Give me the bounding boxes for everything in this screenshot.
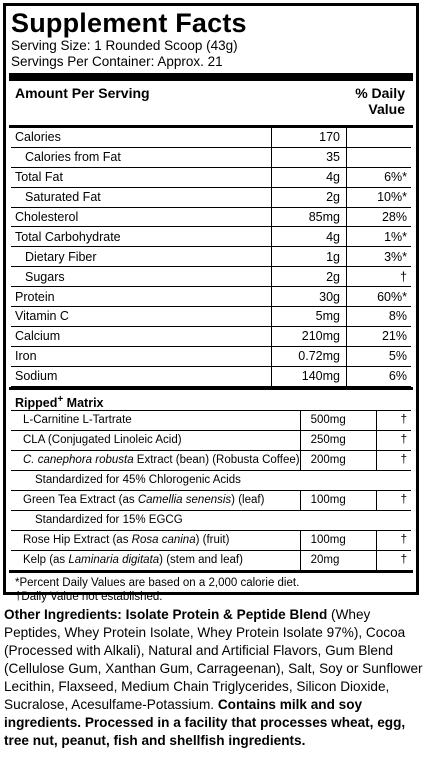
matrix-amount: 500mg — [300, 411, 377, 431]
matrix-ingredient: CLA (Conjugated Linoleic Acid) — [11, 430, 300, 450]
matrix-dv — [377, 510, 411, 530]
nutrient-dv: 10%* — [347, 187, 412, 207]
daily-value-header — [355, 85, 405, 117]
nutrient-row — [11, 128, 411, 147]
nutrient-amount: 5mg — [272, 307, 347, 327]
matrix-row — [11, 450, 411, 470]
matrix-ingredient: Standardized for 15% EGCG — [11, 510, 300, 530]
nutrient-name: Total Carbohydrate — [11, 227, 272, 247]
nutrient-name: Dietary Fiber — [11, 247, 272, 267]
nutrient-row — [11, 366, 411, 386]
nutrient-dv: 6%* — [347, 167, 412, 187]
amount-per-serving-label: Amount Per Serving — [15, 85, 150, 101]
nutrient-name: Calories from Fat — [11, 147, 272, 167]
nutrient-amount: 30g — [272, 287, 347, 307]
nutrient-amount: 4g — [272, 227, 347, 247]
matrix-row — [11, 411, 411, 431]
nutrient-row — [11, 227, 411, 247]
nutrient-dv: 28% — [347, 207, 412, 227]
matrix-amount: 20mg — [300, 550, 377, 570]
matrix-amount: 100mg — [300, 530, 377, 550]
nutrient-amount: 4g — [272, 167, 347, 187]
matrix-ingredient: Kelp (as Laminaria digitata) (stem and leaf) — [11, 550, 300, 570]
matrix-dv — [377, 470, 411, 490]
matrix-ingredient: C. canephora robusta Extract (bean) (Robusta Coffee) — [11, 450, 300, 470]
nutrient-amount: 2g — [272, 267, 347, 287]
nutrient-dv — [347, 128, 412, 147]
nutrient-amount: 140mg — [272, 366, 347, 386]
nutrient-amount: 1g — [272, 247, 347, 267]
matrix-amount — [300, 510, 377, 530]
matrix-row — [11, 490, 411, 510]
matrix-ingredient: L-Carnitine L-Tartrate — [11, 411, 300, 431]
nutrient-dv: † — [347, 267, 412, 287]
servings-per-container: Servings Per Container: Approx. 21 — [11, 54, 223, 69]
nutrient-dv: 3%* — [347, 247, 412, 267]
matrix-row — [11, 530, 411, 550]
nutrient-row — [11, 307, 411, 327]
nutrient-name: Calcium — [11, 326, 272, 346]
matrix-row — [11, 430, 411, 450]
serving-size: Serving Size: 1 Rounded Scoop (43g) — [11, 38, 238, 53]
nutrient-row — [11, 247, 411, 267]
matrix-header: Ripped+ Matrix — [11, 390, 411, 411]
nutrient-row — [11, 267, 411, 287]
amount-header — [11, 81, 411, 125]
dv-header-line-2: Value — [368, 101, 405, 117]
matrix-dv: † — [377, 550, 411, 570]
matrix-dv: † — [377, 430, 411, 450]
matrix-dv: † — [377, 490, 411, 510]
nutrient-name: Total Fat — [11, 167, 272, 187]
matrix-amount — [300, 470, 377, 490]
nutrient-name: Saturated Fat — [11, 187, 272, 207]
matrix-ingredient: Green Tea Extract (as Camellia senensis) (leaf) — [11, 490, 300, 510]
nutrient-dv — [347, 147, 412, 167]
matrix-table — [11, 411, 411, 571]
matrix-ingredient: Rose Hip Extract (as Rosa canina) (fruit) — [11, 530, 300, 550]
matrix-amount: 100mg — [300, 490, 377, 510]
matrix-row — [11, 550, 411, 570]
nutrient-row — [11, 287, 411, 307]
supplement-facts-panel — [3, 3, 419, 603]
footnote-dv: *Percent Daily Values are based on a 2,000 calorie diet. — [15, 576, 300, 589]
nutrient-row — [11, 346, 411, 366]
matrix-row — [11, 470, 411, 490]
nutrient-row — [11, 167, 411, 187]
nutrient-dv: 1%* — [347, 227, 412, 247]
other-ingredients: Other Ingredients: Isolate Protein & Peptide Blend (Whey Peptides, Whey Protein Isolate, Whey Protein Isolate 97%), Cocoa (Processed with Alkali), Natural and Artificial Flavors, Gum Blend (Cellulose Gum, Xanthan Gum, Carrageenan), Salt, Soy or Sunflower Lecithin, Flaxseed, Medium Chain Triglycerides, Silicon Dioxide, Sucralose, Acesulfame-Potassium. Contains milk and soy ingredients. Processed in a facility that processes wheat, egg, tree nut, peanut, fish and shellfish ingredients. — [4, 607, 423, 748]
matrix-dv: † — [377, 450, 411, 470]
nutrient-name: Sodium — [11, 366, 272, 386]
nutrient-row — [11, 147, 411, 167]
nutrient-amount: 210mg — [272, 326, 347, 346]
matrix-dv: † — [377, 411, 411, 431]
nutrient-amount: 0.72mg — [272, 346, 347, 366]
nutrient-dv: 21% — [347, 326, 412, 346]
footnotes — [11, 573, 411, 604]
matrix-row — [11, 510, 411, 530]
nutrient-name: Calories — [11, 128, 272, 147]
nutrient-amount: 35 — [272, 147, 347, 167]
nutrient-name: Cholesterol — [11, 207, 272, 227]
nutrient-row — [11, 326, 411, 346]
nutrient-dv: 60%* — [347, 287, 412, 307]
nutrient-dv: 5% — [347, 346, 412, 366]
nutrient-name: Vitamin C — [11, 307, 272, 327]
nutrient-amount: 170 — [272, 128, 347, 147]
footnote-dagger: †Daily Value not established. — [15, 590, 163, 603]
dv-header-line-1: % Daily — [355, 85, 405, 101]
matrix-dv: † — [377, 530, 411, 550]
nutrient-name: Sugars — [11, 267, 272, 287]
nutrient-table — [11, 128, 411, 387]
matrix-amount: 200mg — [300, 450, 377, 470]
panel-title: Supplement Facts — [11, 8, 247, 38]
nutrient-dv: 8% — [347, 307, 412, 327]
nutrient-dv: 6% — [347, 366, 412, 386]
matrix-ingredient: Standardized for 45% Chlorogenic Acids — [11, 470, 300, 490]
nutrient-name: Protein — [11, 287, 272, 307]
nutrient-amount: 2g — [272, 187, 347, 207]
nutrient-row — [11, 207, 411, 227]
nutrient-amount: 85mg — [272, 207, 347, 227]
thick-rule — [9, 73, 413, 81]
nutrient-row — [11, 187, 411, 207]
matrix-amount: 250mg — [300, 430, 377, 450]
nutrient-name: Iron — [11, 346, 272, 366]
